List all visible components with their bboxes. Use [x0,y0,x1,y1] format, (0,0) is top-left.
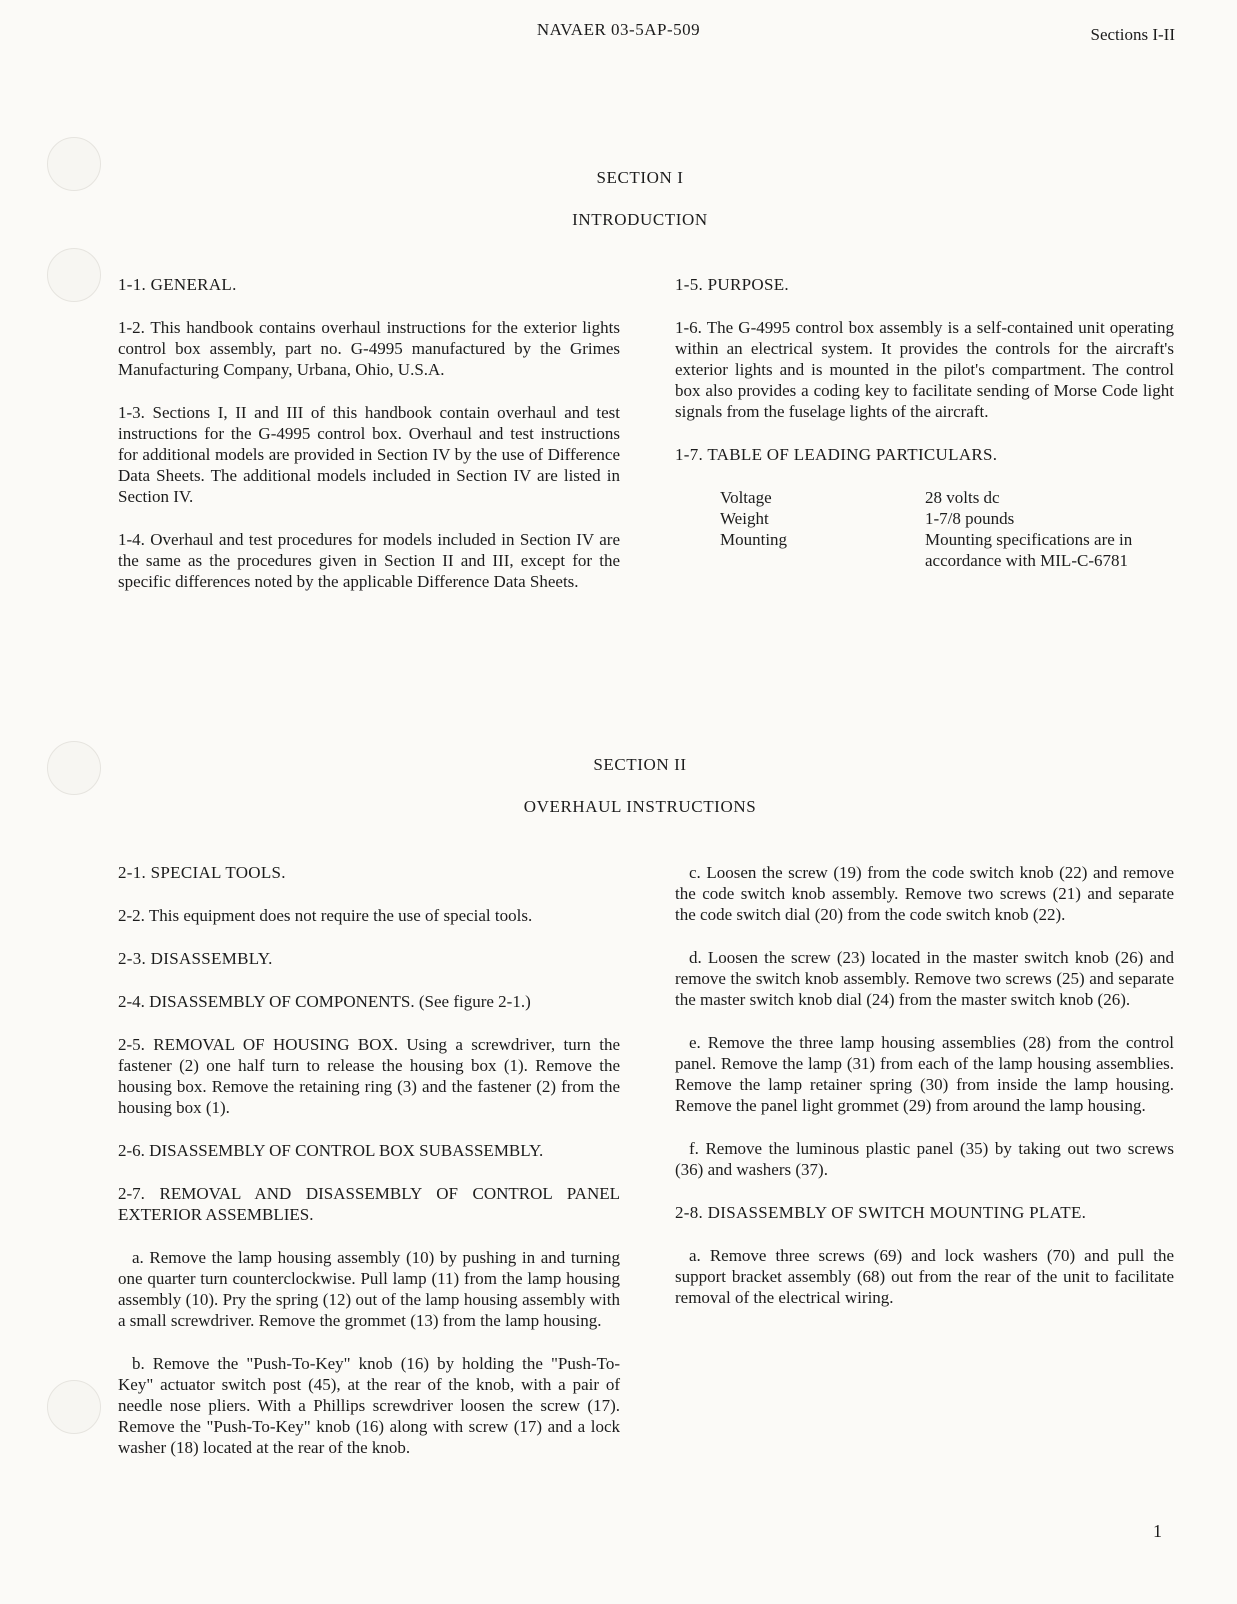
para-2-2: 2-2. This equipment does not require the use of special tools. [118,906,533,925]
particular-value: Mounting specifications are in accordance with MIL-C-6781 [925,530,1133,570]
para-2-6: 2-6. DISASSEMBLY OF CONTROL BOX SUBASSEMBLY. [118,1141,544,1160]
binder-hole [47,1380,101,1434]
particular-label: Weight [720,509,769,528]
binder-hole [47,248,101,302]
para-1-1: 1-1. GENERAL. [118,275,237,294]
particular-value: 1-7/8 pounds [925,509,1015,528]
para-1-2: 1-2. This handbook contains overhaul instructions for the exterior lights control box assembly, part no. G-4995 manufactured by the Grimes Manufacturing Company, Urbana, Ohio, U.S.A. [118,318,620,379]
para-2-8a: a. Remove three screws (69) and lock washers (70) and pull the support bracket assembly (68) out from the rear of the unit to facilitate removal of the electrical wiring. [675,1246,1174,1307]
para-2-8: 2-8. DISASSEMBLY OF SWITCH MOUNTING PLATE. [675,1203,1087,1222]
section-2-left-column [118,862,620,1480]
para-1-6: 1-6. The G-4995 control box assembly is a self-contained unit operating within an electrical system. It provides the controls for the aircraft's exterior lights and is mounted in the pilot's compartment. The control box also provides a coding key to facilitate sending of Morse Code light signals from the fuselage lights of the aircraft. [675,318,1174,421]
para-2-1: 2-1. SPECIAL TOOLS. [118,863,286,882]
section-1-title: SECTION I [596,168,684,187]
table-row [720,529,1140,571]
document-number: NAVAER 03-5AP-509 [536,20,701,39]
section-2-right-column [675,862,1174,1330]
leading-particulars-table [720,487,1140,571]
para-2-4: 2-4. DISASSEMBLY OF COMPONENTS. (See figure 2-1.) [118,992,531,1011]
para-2-7b: b. Remove the "Push-To-Key" knob (16) by holding the "Push-To-Key" actuator switch post (45), at the rear of the knob, with a pair of needle nose pliers. With a Phillips screwdriver loosen the screw (17). Remove the "Push-To-Key" knob (16) along with screw (17) and a lock washer (18) located at the rear of the knob. [118,1354,620,1457]
para-2-7a: a. Remove the lamp housing assembly (10) by pushing in and turning one quarter turn counterclockwise. Pull lamp (11) from the lamp housing assembly (10). Pry the spring (12) out of the lamp housing assembly with a small screwdriver. Remove the grommet (13) from the lamp housing. [118,1248,620,1330]
table-row [720,508,1140,529]
sections-label: Sections I-II [1090,25,1175,44]
para-2-7f: f. Remove the luminous plastic panel (35) by taking out two screws (36) and washers (37). [675,1139,1174,1179]
section-1-left-column [118,274,620,614]
para-2-5: 2-5. REMOVAL OF HOUSING BOX. Using a screwdriver, turn the fastener (2) one half turn to release the housing box (1). Remove the housing box. Remove the retaining ring (3) and the fastener (2) from the housing box (1). [118,1035,620,1117]
para-1-3: 1-3. Sections I, II and III of this handbook contain overhaul and test instructions for the G-4995 control box. Overhaul and test instructions for additional models are provided in Section IV by the use of Difference Data Sheets. The additional models included in Section IV are listed in Section IV. [118,403,620,506]
particular-label: Mounting [720,530,788,549]
para-1-4: 1-4. Overhaul and test procedures for models included in Section IV are the same as the procedures given in Section II and III, except for the specific differences noted by the applicable Difference Data Sheets. [118,530,620,591]
para-2-7c: c. Loosen the screw (19) from the code switch knob (22) and remove the code switch knob assembly. Remove two screws (21) and separate the code switch dial (20) from the code switch knob (22). [675,863,1174,924]
section-1-subtitle: INTRODUCTION [572,210,708,229]
table-row [720,487,1140,508]
para-1-7: 1-7. TABLE OF LEADING PARTICULARS. [675,445,998,464]
section-1-right-column [675,274,1174,571]
section-2-subtitle: OVERHAUL INSTRUCTIONS [523,797,757,816]
para-2-7e: e. Remove the three lamp housing assemblies (28) from the control panel. Remove the lamp (31) from each of the lamp housing assemblies. Remove the lamp retainer spring (30) from inside the lamp housing. Remove the panel light grommet (29) from around the lamp housing. [675,1033,1174,1115]
particular-label: Voltage [720,488,772,507]
para-2-3: 2-3. DISASSEMBLY. [118,949,273,968]
section-2-title: SECTION II [593,755,687,774]
page-number: 1 [1153,1521,1162,1541]
para-2-7d: d. Loosen the screw (23) located in the master switch knob (26) and remove the switch knob assembly. Remove two screws (25) and separate the master switch knob dial (24) from the master switch knob (26). [675,948,1174,1009]
para-2-7: 2-7. REMOVAL AND DISASSEMBLY OF CONTROL PANEL EXTERIOR ASSEMBLIES. [118,1184,620,1224]
particular-value: 28 volts dc [925,488,1000,507]
para-1-5: 1-5. PURPOSE. [675,275,789,294]
